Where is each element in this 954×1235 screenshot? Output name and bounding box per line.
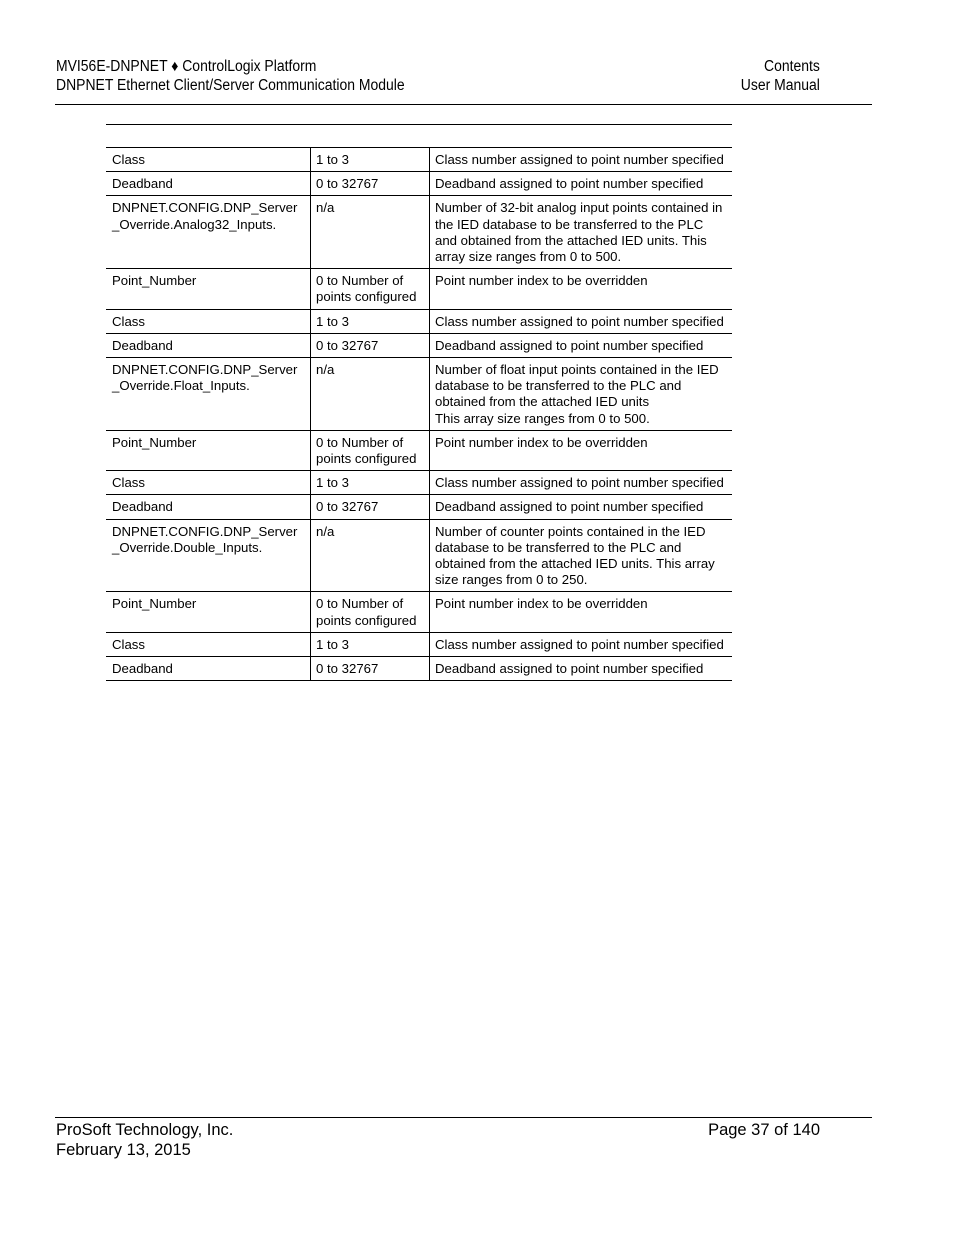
param-description: Number of 32-bit analog input points contained in the IED database to be transferred to the PLC and obtained from the attached IED units. This array size ranges from 0 to 500.: [430, 196, 733, 269]
param-range: n/a: [311, 519, 430, 592]
param-description: Point number index to be overridden: [430, 592, 733, 632]
param-description: Deadband assigned to point number specified: [430, 657, 733, 681]
footer-left: [56, 1120, 233, 1160]
param-name: DNPNET.CONFIG.DNP_Server_Override.Analog32_Inputs.: [106, 196, 311, 269]
param-name: Point_Number: [106, 430, 311, 470]
param-description: Class number assigned to point number specified: [430, 632, 733, 656]
table-top-rule: [106, 124, 732, 125]
table-row: [106, 632, 732, 656]
page-number: Page 37 of 140: [708, 1121, 820, 1139]
param-name: Point_Number: [106, 269, 311, 309]
param-description: Number of counter points contained in the IED database to be transferred to the PLC and obtained from the attached IED units. This array size ranges from 0 to 250.: [430, 519, 733, 592]
param-description: [430, 358, 733, 431]
param-range: 0 to 32767: [311, 495, 430, 519]
param-range: 0 to Number of points configured: [311, 269, 430, 309]
header-right: [741, 57, 820, 95]
parameter-table: [106, 147, 732, 681]
document-type: User Manual: [740, 77, 820, 94]
param-description: Deadband assigned to point number specified: [430, 172, 733, 196]
table-row: [106, 148, 732, 172]
param-description: Deadband assigned to point number specified: [430, 333, 733, 357]
param-description: Class number assigned to point number specified: [430, 471, 733, 495]
table-row: [106, 172, 732, 196]
module-title: DNPNET Ethernet Client/Server Communication Module: [56, 77, 405, 94]
description-line: Number of float input points contained in the IED database to be transferred to the PLC and obtained from the attached IED units: [435, 362, 719, 410]
header-left: [56, 57, 405, 95]
param-name: Deadband: [106, 495, 311, 519]
param-range: 0 to Number of points configured: [311, 592, 430, 632]
param-range: 1 to 3: [311, 148, 430, 172]
param-description: Class number assigned to point number specified: [430, 148, 733, 172]
param-range: 1 to 3: [311, 632, 430, 656]
param-description: Point number index to be overridden: [430, 430, 733, 470]
company-name: ProSoft Technology, Inc.: [56, 1121, 234, 1139]
table-row: [106, 196, 732, 269]
param-range: 0 to 32767: [311, 657, 430, 681]
param-range: 1 to 3: [311, 471, 430, 495]
table-row: [106, 495, 732, 519]
param-name: Class: [106, 309, 311, 333]
param-name: Class: [106, 632, 311, 656]
header-divider: [55, 104, 872, 105]
param-name: Class: [106, 471, 311, 495]
table-row: [106, 358, 732, 431]
param-name: DNPNET.CONFIG.DNP_Server_Override.Float_Inputs.: [106, 358, 311, 431]
param-name: Deadband: [106, 172, 311, 196]
table-row: [106, 430, 732, 470]
param-range: 0 to Number of points configured: [311, 430, 430, 470]
param-name: Deadband: [106, 333, 311, 357]
param-range: n/a: [311, 358, 430, 431]
param-description: Class number assigned to point number specified: [430, 309, 733, 333]
table-row: [106, 309, 732, 333]
table-row: [106, 471, 732, 495]
table-row: [106, 519, 732, 592]
param-name: Deadband: [106, 657, 311, 681]
param-range: n/a: [311, 196, 430, 269]
param-range: 1 to 3: [311, 309, 430, 333]
footer-divider: [55, 1117, 872, 1118]
section-name: Contents: [764, 58, 820, 75]
parameter-table-container: [106, 124, 732, 677]
param-range: 0 to 32767: [311, 333, 430, 357]
param-name: Point_Number: [106, 592, 311, 632]
description-line: This array size ranges from 0 to 500.: [435, 410, 650, 426]
product-title: MVI56E-DNPNET ♦ ControlLogix Platform: [56, 58, 317, 75]
param-name: DNPNET.CONFIG.DNP_Server_Override.Double_Inputs.: [106, 519, 311, 592]
table-row: [106, 657, 732, 681]
param-description: Deadband assigned to point number specified: [430, 495, 733, 519]
param-description: Point number index to be overridden: [430, 269, 733, 309]
table-row: [106, 592, 732, 632]
table-row: [106, 333, 732, 357]
param-range: 0 to 32767: [311, 172, 430, 196]
table-row: [106, 269, 732, 309]
param-name: Class: [106, 148, 311, 172]
publication-date: February 13, 2015: [56, 1141, 191, 1159]
